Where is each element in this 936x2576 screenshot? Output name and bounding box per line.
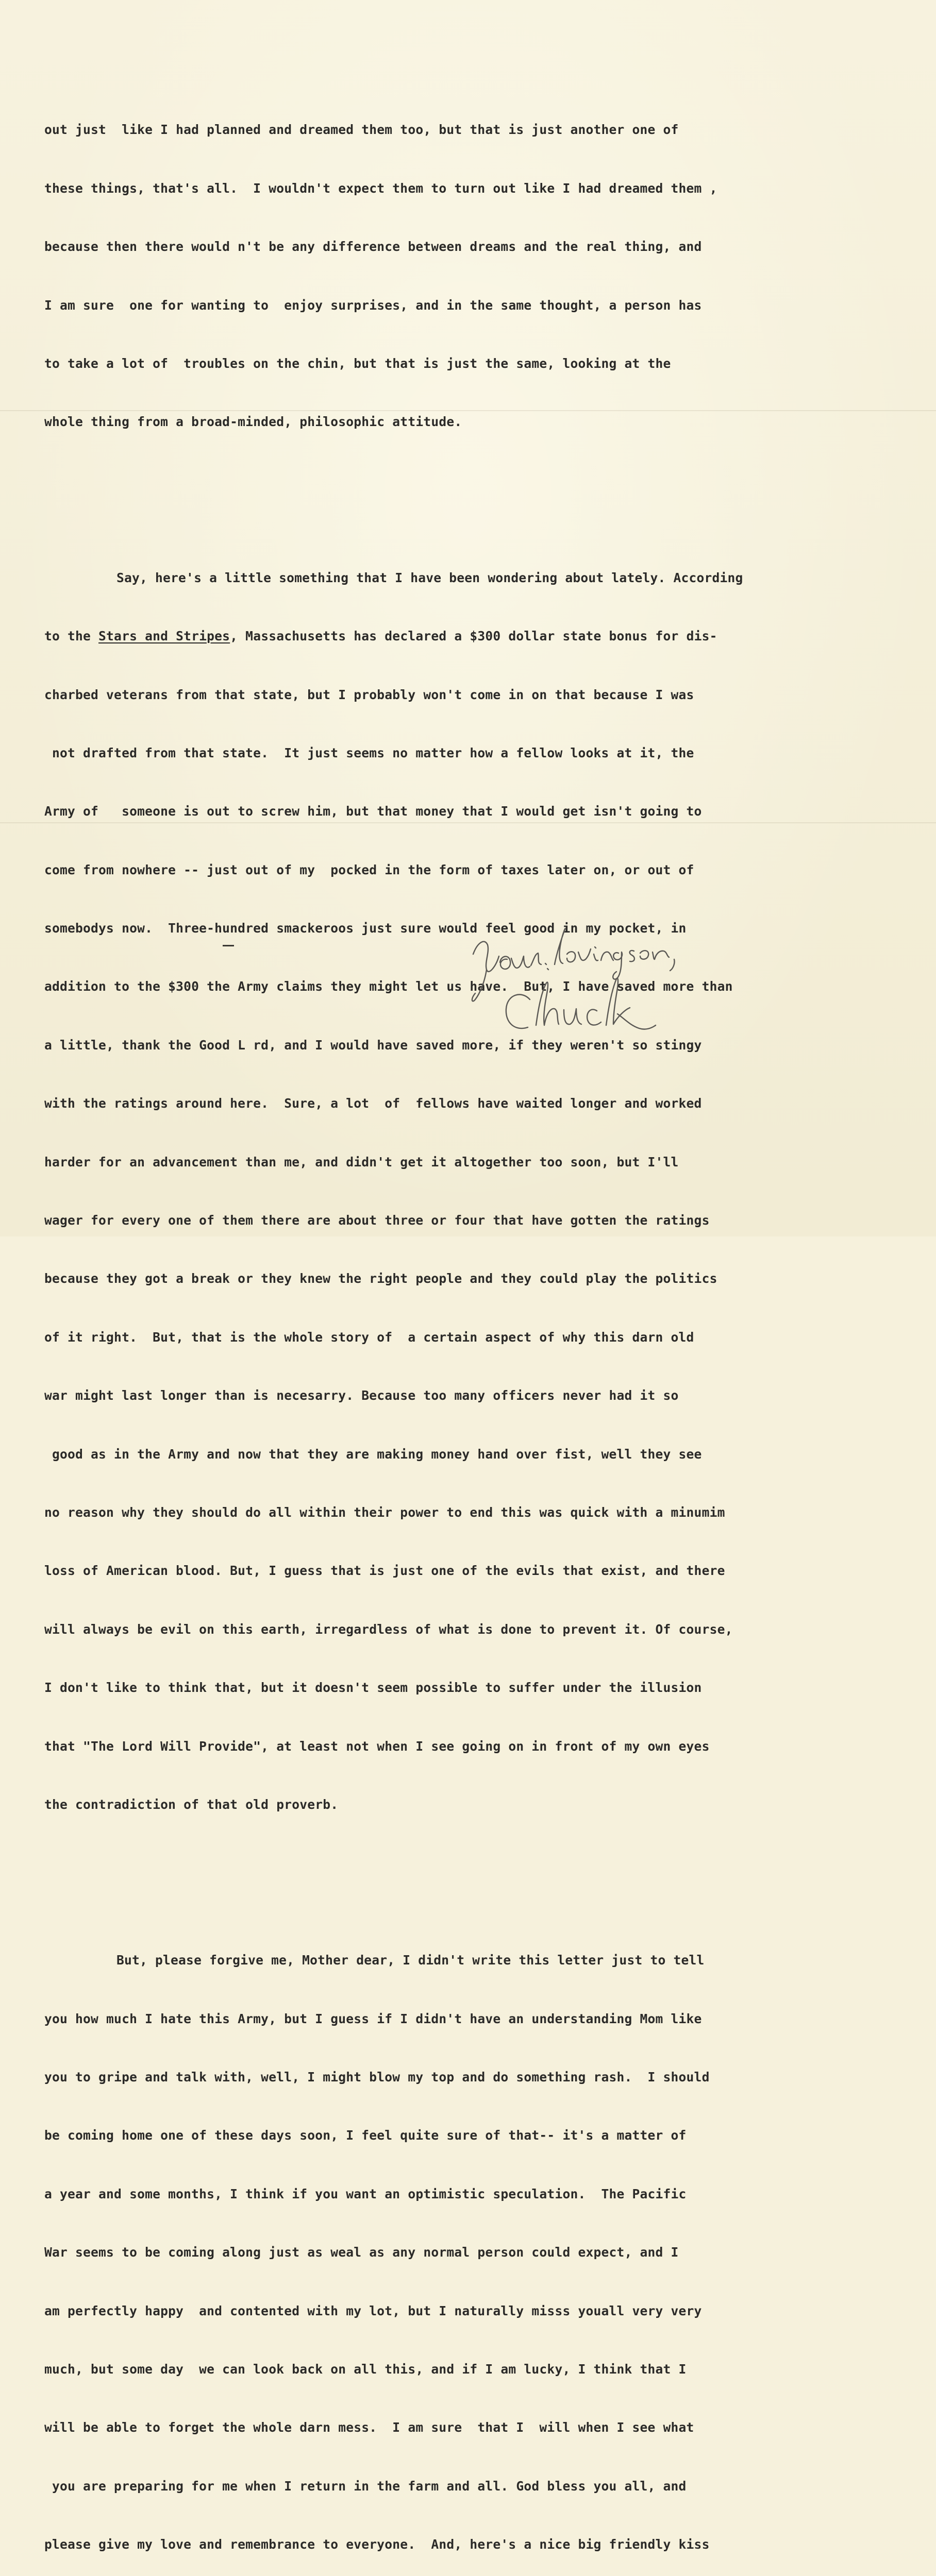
letter-line: be coming home one of these days soon, I feel quite sure of that-- it's a matter of <box>44 2128 687 2143</box>
signature-stroke <box>555 928 565 964</box>
letter-line: will always be evil on this earth, irregardless of what is done to prevent it. Of course, <box>44 1621 733 1637</box>
signature-stroke <box>531 953 541 965</box>
stray-dash-mark <box>223 945 234 946</box>
letter-line: I don't like to think that, but it doesn't seem possible to suffer under the illusion <box>44 1680 702 1696</box>
letter-line: whole thing from a broad-minded, philosophic attitude. <box>44 414 462 430</box>
letter-line: because then there would n't be any difference between dreams and the real thing, and <box>44 239 702 255</box>
letter-line: no reason why they should do all within their power to end this was quick with a minumim <box>44 1504 725 1520</box>
signature-stroke <box>472 970 487 1001</box>
letter-line: loss of American blood. But, I guess that is just one of the evils that exist, and there <box>44 1563 725 1579</box>
newspaper-title: Stars and Stripes <box>98 629 230 644</box>
letter-line: a year and some months, I think if you want an optimistic speculation. The Pacific <box>44 2186 687 2201</box>
letter-line: am perfectly happy and contented with my lot, but I naturally misss youall very very <box>44 2303 702 2318</box>
signature-stroke <box>640 951 648 959</box>
signature-stroke <box>653 951 669 959</box>
letter-line: you to gripe and talk with, well, I might blow my top and do something rash. I should <box>44 2070 710 2085</box>
letter-line: charbed veterans from that state, but I probably won't come in on that because I was <box>44 687 694 702</box>
signature-stroke <box>500 956 510 969</box>
letter-line: that "The Lord Will Provide", at least not when I see going on in front of my own eyes <box>44 1738 710 1754</box>
letter-line: much, but some day we can look back on all this, and if I am lucky, I think that I <box>44 2362 687 2377</box>
signature-stroke <box>564 1009 581 1024</box>
letter-line: these things, that's all. I wouldn't expect them to turn out like I had dreamed them , <box>44 180 717 196</box>
signature-stroke <box>587 1009 601 1025</box>
letter-line: war might last longer than is necesarry. Because too many officers never had it so <box>44 1388 679 1403</box>
letter-line: to the Stars and Stripes, Massachusetts has declared a $300 dollar state bonus for dis- <box>44 629 717 644</box>
handwritten-signature <box>464 922 711 1041</box>
signature-stroke <box>630 951 634 961</box>
signature-stroke <box>617 1014 656 1029</box>
letter-line: out just like I had planned and dreamed them too, but that is just another one of <box>44 122 679 138</box>
signature-drawing <box>464 922 711 1041</box>
signature-stroke <box>547 969 548 970</box>
letter-line: wager for every one of them there are about three or four that have gotten the ratings <box>44 1213 710 1228</box>
letter-line: because they got a break or they knew the right people and they could play the politics <box>44 1271 717 1286</box>
letter-line: with the ratings around here. Sure, a lot of fellows have waited longer and worked <box>44 1096 702 1111</box>
signature-stroke <box>567 952 575 962</box>
signature-stroke <box>613 952 622 979</box>
letter-line: Army of someone is out to screw him, but that money that I would get isn't going to <box>44 804 702 819</box>
signature-stroke <box>601 952 613 960</box>
signature-stroke <box>545 963 546 964</box>
letter-line: the contradiction of that old proverb. <box>44 1797 339 1812</box>
letter-line: you are preparing for me when I return in the farm and all. God bless you all, and <box>44 2478 687 2494</box>
letter-line: not drafted from that state. It just seems no matter how a fellow looks at it, the <box>44 745 694 760</box>
letter-line: of it right. But, that is the whole story of a certain aspect of why this darn old <box>44 1329 694 1345</box>
letter-line: please give my love and remembrance to everyone. And, here's a nice big friendly kiss <box>44 2537 710 2552</box>
letter-body <box>44 62 921 2576</box>
letter-line: you how much I hate this Army, but I guess if I didn't have an understanding Mom like <box>44 2011 702 2026</box>
signature-stroke <box>670 959 675 971</box>
paragraph-gap <box>44 1853 921 1873</box>
letter-line: good as in the Army and now that they are making money hand over fist, well they see <box>44 1446 702 1462</box>
signature-stroke <box>473 942 499 972</box>
signature-stroke <box>511 956 530 968</box>
letter-line: War seems to be coming along just as weal as any normal person could expect, and I <box>44 2245 679 2260</box>
signature-stroke <box>595 947 596 948</box>
letter-line: a little, thank the Good L rd, and I would have saved more, if they weren't so stingy <box>44 1037 702 1053</box>
letter-line: harder for an advancement than me, and didn't get it altogether too soon, but I'll <box>44 1154 679 1170</box>
signature-stroke <box>506 994 530 1028</box>
letter-line: to take a lot of troubles on the chin, but that is just the same, looking at the <box>44 355 671 371</box>
signature-stroke <box>594 954 598 960</box>
letter-line: come from nowhere -- just out of my pocked in the form of taxes later on, or out of <box>44 862 694 877</box>
letter-line: will be able to forget the whole darn mess. I am sure that I will when I see what <box>44 2420 694 2435</box>
signature-stroke <box>606 978 630 1025</box>
letter-line: But, please forgive me, Mother dear, I didn't write this letter just to tell <box>116 1953 705 1968</box>
paragraph-gap <box>44 471 921 490</box>
letter-line: somebodys now. Three-hundred smackeroos just sure would feel good in my pocket, in <box>44 921 687 936</box>
signature-stroke <box>578 949 591 960</box>
signature-stroke <box>536 982 559 1025</box>
letter-line: addition to the $300 the Army claims they might let us have. But, I have saved more than <box>44 979 733 994</box>
letter-line: I am sure one for wanting to enjoy surprises, and in the same thought, a person has <box>44 297 702 313</box>
letter-line: Say, here's a little something that I have been wondering about lately. According <box>116 570 743 585</box>
